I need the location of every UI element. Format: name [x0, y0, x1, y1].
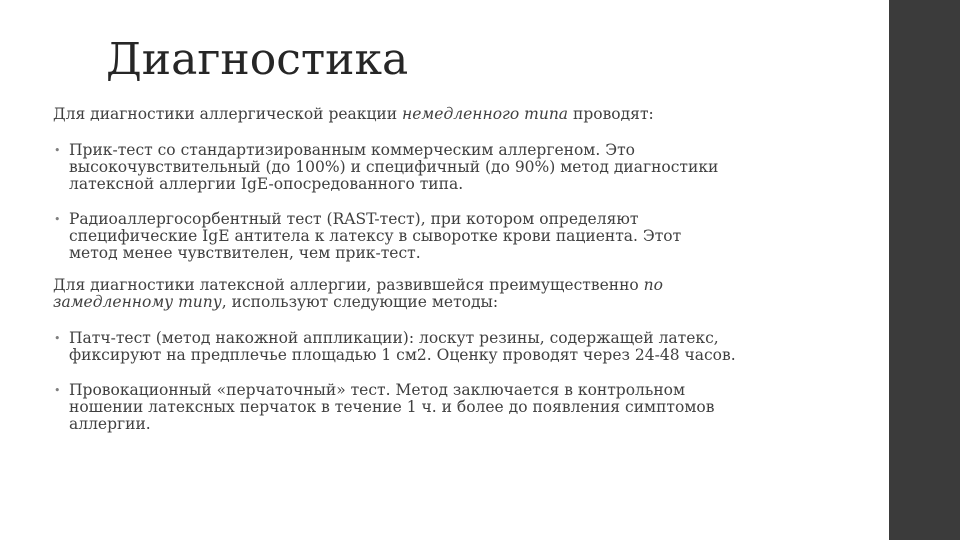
bullet-dot-icon: • [54, 384, 61, 397]
slide-title: Диагностика [106, 34, 409, 85]
bullet-dot-icon: • [54, 213, 61, 226]
section1-intro-text: Для диагностики аллергической реакции [53, 105, 403, 123]
bullet-dot-icon: • [54, 332, 61, 345]
section2-intro-text: Для диагностики латексной аллергии, развившейся преимущественно [53, 276, 644, 294]
slide-content [53, 106, 833, 433]
section2-intro [53, 277, 833, 311]
section2-intro-emphasis-1: по [643, 276, 663, 294]
bullet-line: Провокационный «перчаточный» тест. Метод заключается в контрольном [69, 381, 686, 399]
bullet-line: Радиоаллергосорбентный тест (RAST-тест), при котором определяют [69, 210, 639, 228]
side-bar [889, 0, 960, 540]
bullet-line: специфические IgE антитела к латексу в сыворотке крови пациента. Этот [69, 227, 682, 245]
bullet-patch-test [53, 330, 833, 364]
section1-intro [53, 106, 833, 123]
bullet-line: высокочувствительный (до 100%) и специфичный (до 90%) метод диагностики [69, 158, 719, 176]
bullet-line: фиксируют на предплечье площадью 1 см2. Оценку проводят через 24-48 часов. [69, 346, 736, 364]
bullet-glove-test [53, 382, 833, 433]
bullet-line: ношении латексных перчаток в течение 1 ч. и более до появления симптомов [69, 398, 715, 416]
section1-intro-tail: проводят: [568, 105, 654, 123]
section2-intro-emphasis-2: замедленному типу [53, 293, 222, 311]
bullet-line: Патч-тест (метод накожной аппликации): лоскут резины, содержащей латекс, [69, 329, 719, 347]
section1-intro-emphasis: немедленного типа [402, 105, 569, 123]
bullet-line: метод менее чувствителен, чем прик-тест. [69, 244, 421, 262]
bullet-line: латексной аллергии IgE-опосредованного типа. [69, 175, 464, 193]
bullet-dot-icon: • [54, 144, 61, 157]
bullet-line: Прик-тест со стандартизированным коммерческим аллергеном. Это [69, 141, 635, 159]
bullet-prick-test [53, 142, 833, 193]
bullet-rast-test [53, 211, 833, 262]
section2-intro-tail: , используют следующие методы: [221, 293, 499, 311]
bullet-line: аллергии. [69, 415, 151, 433]
